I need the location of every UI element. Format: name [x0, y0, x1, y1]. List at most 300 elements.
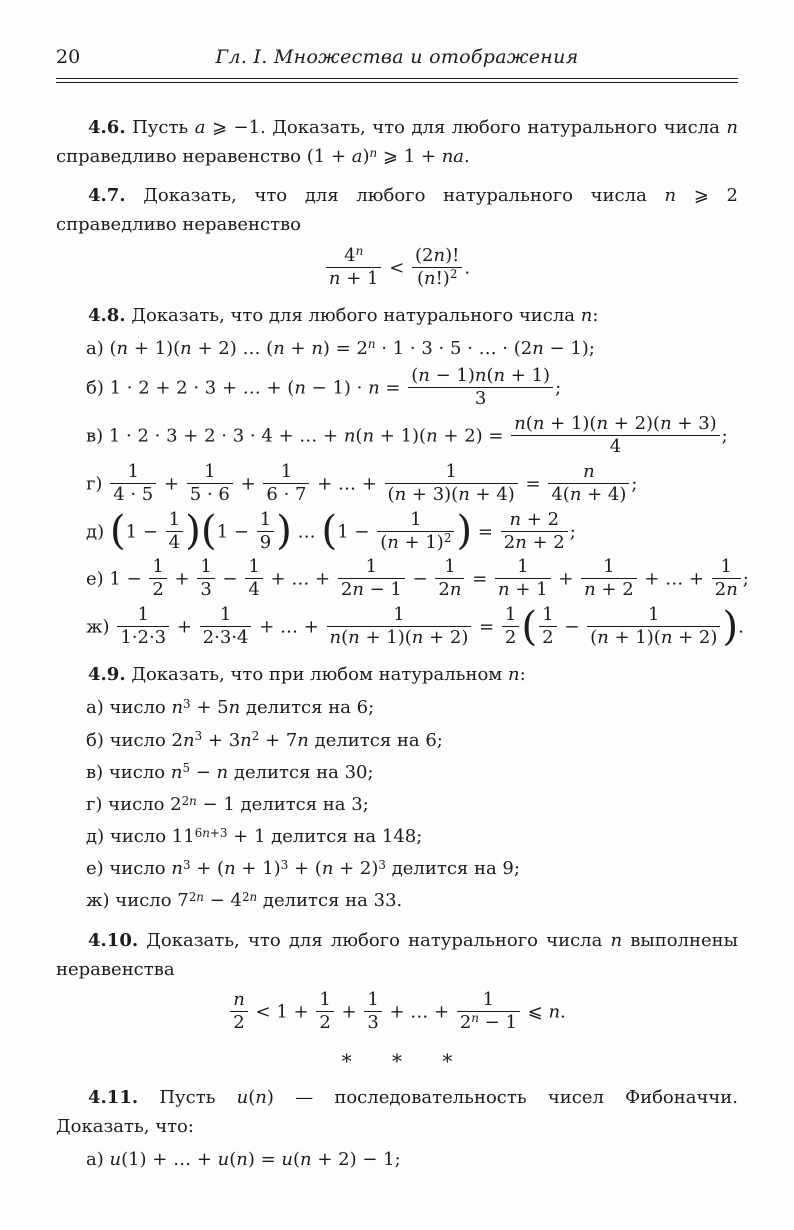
numerator [197, 556, 214, 578]
text-run: 1 [444, 556, 456, 578]
text-run: ( [486, 364, 494, 386]
text-run: 2 [459, 1011, 472, 1033]
text-run: : [592, 304, 599, 326]
text-run: + 2) [333, 858, 379, 880]
text-run: − 1 [363, 579, 402, 601]
fraction [187, 461, 233, 506]
text-run: + 1)( [359, 627, 412, 649]
numerator [326, 245, 382, 267]
text-run: 1 [168, 508, 181, 530]
math-variable: n [343, 425, 356, 447]
math-variable: n [515, 531, 527, 553]
text-run: Доказать, что при любом натуральном [125, 664, 508, 686]
text-run: д) [86, 521, 110, 543]
text-run: . [560, 1001, 566, 1023]
math-variable: n [196, 890, 204, 905]
text-run: ( [229, 1149, 237, 1171]
problem-number: 4.7. [88, 185, 126, 207]
math-variable: u [217, 1149, 230, 1171]
text-run: 2 [188, 890, 197, 905]
denominator [587, 626, 720, 649]
text-run: справедливо неравенство (1 + [56, 146, 352, 168]
text-run: + 4) [469, 483, 515, 505]
math-variable: n [597, 627, 609, 649]
text-run: 1 [517, 556, 529, 578]
denominator [316, 1011, 333, 1034]
math-variable: n [423, 267, 436, 289]
numerator [385, 461, 518, 483]
text-run: Пусть [138, 1086, 237, 1108]
text-run: 2 [449, 267, 458, 282]
text-run: в) 1 · 2 · 3 + 2 · 3 · 4 + … + [86, 425, 344, 447]
math-variable: n [449, 579, 462, 601]
math-variable: n [362, 425, 375, 447]
text-run: + 3)( [406, 483, 459, 505]
math-variable: n [471, 1011, 479, 1026]
text-run: 3 [200, 579, 212, 601]
text-run: + [552, 568, 580, 590]
text-run: 1 − [337, 521, 376, 543]
text-run: + 2 [595, 579, 634, 601]
problem-4-8-item-zh: ж) $\frac{1}{1\cdot 2\cdot 3}$ + $\frac{1}{2\cdot 3\cdot 4}$ + … + $\frac{1}{n(n + 1)(n + 2)}$ = $\frac{1}{2}$ ( $\frac{1}{2}$ − $\frac{1}{(n + 1)(n + 2)}$ ). [86, 601, 744, 650]
text-run: 1 [280, 460, 293, 482]
denominator [245, 578, 262, 601]
fraction [110, 461, 156, 506]
math-variable: n [458, 483, 470, 505]
text-run: (2 [415, 244, 434, 266]
math-variable: a [351, 146, 363, 168]
text-run: 3 [280, 857, 289, 872]
problem-4-8-item-d: д) (1 − $\frac{1}{4}$ )(1 − $\frac{1}{9}$ ) … (1 − $\frac{1}{(n + 1)^2}$ ) = $\frac{n + 2}{2n + 2}$ ; [86, 506, 576, 555]
math-variable: n [726, 117, 738, 138]
text-run: − 1 [478, 1011, 517, 1033]
text-run: 1 − [216, 521, 255, 543]
numerator [539, 604, 556, 626]
problem-4-7-formula [56, 246, 738, 291]
superscript [281, 858, 289, 872]
math-variable: n [584, 579, 596, 601]
page-number: 20 [56, 46, 81, 68]
math-variable: n [255, 1086, 267, 1108]
text-run: б) 1 · 2 + 2 · 3 + … + ( [86, 377, 295, 399]
superscript [450, 267, 458, 281]
text-run: 3 [367, 1011, 379, 1033]
text-run: 3 [474, 387, 487, 409]
denominator [501, 531, 568, 554]
denominator [539, 626, 556, 649]
text-run: 1 [482, 988, 495, 1010]
problem-4-9-intro [56, 660, 738, 689]
text-run: − [406, 568, 434, 590]
denominator [502, 626, 519, 649]
text-run: = [473, 616, 500, 638]
denominator [581, 578, 637, 601]
text-run: + [234, 473, 262, 495]
math-variable: n [569, 483, 582, 505]
chapter-title: Гл. I. Множества и отображения [215, 46, 579, 68]
text-run: + … + [253, 616, 325, 638]
text-run: +3 [209, 825, 228, 840]
fraction [326, 245, 382, 290]
fraction [501, 509, 568, 554]
math-variable: n [474, 364, 487, 386]
text-run: ; [569, 521, 576, 543]
text-run: 5 [182, 761, 191, 776]
math-variable: n [352, 579, 364, 601]
text-run: 1 [137, 604, 149, 626]
numerator [435, 556, 464, 578]
text-run: делится на 6; [308, 729, 443, 751]
text-run: 2 [181, 793, 190, 808]
problem-4-10-formula [56, 990, 738, 1035]
math-variable: n [660, 627, 673, 649]
text-run: б) число 2 [86, 729, 184, 751]
text-run: делится на 9; [385, 858, 520, 880]
math-variable: n [498, 579, 510, 601]
denominator [412, 267, 462, 290]
text-run: Доказать, что для любого натурального числа [138, 929, 611, 951]
math-variable: n [171, 858, 183, 880]
fraction [338, 556, 405, 601]
text-run: ( [380, 531, 388, 553]
math-variable: n [189, 793, 197, 808]
superscript [444, 531, 452, 545]
math-variable: n [548, 1001, 561, 1023]
numerator [263, 461, 309, 483]
text-run: 6 [194, 825, 203, 840]
problem-4-11-intro [56, 1083, 738, 1141]
text-run: 5 · 6 [189, 483, 230, 505]
numerator [316, 989, 333, 1011]
problem-4-8-item-b [56, 366, 738, 411]
math-variable: n [433, 244, 446, 266]
text-run: Доказать, что для любого натурального числа [125, 185, 665, 207]
text-run: ⩾ −1. Доказать, что для любого натурального числа [205, 117, 727, 138]
denominator [197, 578, 214, 601]
fraction [230, 989, 248, 1034]
math-variable: n [236, 1149, 248, 1171]
math-variable: n [368, 377, 380, 399]
fraction [327, 604, 472, 649]
denominator [457, 1011, 520, 1034]
text-run: + 1)( [608, 627, 661, 649]
fraction [495, 556, 551, 601]
numerator [245, 556, 262, 578]
denominator [408, 387, 553, 410]
math-variable: n [610, 929, 623, 951]
text-run: 1 [445, 460, 457, 482]
text-run: ; [555, 377, 562, 399]
numerator [338, 556, 405, 578]
problem-4-8-item-e [56, 556, 749, 602]
text-run: а) ( [86, 337, 117, 359]
denominator [230, 1011, 248, 1034]
fraction [364, 989, 381, 1034]
text-run: ) [362, 146, 370, 168]
numerator [412, 245, 462, 267]
numerator [149, 556, 166, 578]
text-run: ⩾ 2 справедливо неравенство [56, 185, 738, 236]
text-run: 1 [542, 604, 554, 626]
math-variable: n [418, 364, 430, 386]
math-variable: n [183, 729, 195, 751]
numerator [457, 989, 520, 1011]
text-run: Доказать, что для любого натурального числа [125, 304, 581, 326]
numerator [377, 509, 454, 531]
text-run: в) число [86, 761, 171, 783]
text-run: 2 [503, 531, 516, 553]
problem-4-9-item-v [56, 758, 738, 787]
superscript [182, 761, 190, 775]
text-run: 4 · 5 [113, 483, 154, 505]
math-variable: n [596, 412, 609, 434]
fraction [257, 509, 274, 554]
problem-4-9-item-e [56, 854, 738, 883]
math-variable: n [355, 244, 364, 259]
text-run: + 2 [521, 508, 560, 530]
math-variable: n [321, 858, 334, 880]
denominator [326, 267, 382, 290]
numerator [117, 604, 169, 626]
text-run: 2 [438, 579, 450, 601]
numerator [495, 556, 551, 578]
superscript [182, 794, 197, 808]
text-run: ; [631, 473, 638, 495]
denominator [495, 578, 551, 601]
fraction [117, 604, 169, 649]
math-variable: na [441, 146, 465, 168]
superscript [370, 146, 378, 160]
denominator [327, 626, 472, 649]
numerator [587, 604, 720, 626]
text-run: 3 [183, 697, 191, 712]
text-run: е) число [86, 858, 172, 880]
numerator [110, 461, 156, 483]
text-run: < 1 + [249, 1001, 315, 1023]
text-run: ( [341, 627, 349, 649]
denominator [110, 483, 156, 506]
text-run: 9 [259, 531, 272, 553]
text-run: 3 [182, 857, 191, 872]
text-run: + 2) = [437, 425, 510, 447]
problem-4-8-item-a [56, 334, 738, 363]
math-variable: n [224, 858, 236, 880]
text-run: 1 [367, 988, 379, 1010]
denominator [548, 483, 629, 506]
math-variable: u [236, 1086, 249, 1108]
numerator [327, 604, 472, 626]
math-variable: n [311, 337, 323, 359]
problem-4-8-item-g [56, 462, 738, 507]
text-run: + 2) [672, 627, 718, 649]
text-run: − [190, 761, 217, 783]
text-run: ; [721, 425, 728, 447]
math-variable: n [583, 460, 595, 482]
problem-number: 4.8. [88, 304, 126, 326]
math-variable: n [726, 579, 738, 601]
fraction [712, 556, 741, 601]
text-run: + 2)( [608, 412, 661, 434]
denominator [200, 626, 252, 649]
math-variable: n [240, 729, 252, 751]
problem-4-9-item-g [56, 790, 738, 819]
text-run: 4 [344, 244, 356, 266]
denominator [435, 578, 464, 601]
fraction [263, 461, 309, 506]
problem-4-6-text [56, 113, 738, 171]
math-variable: n [216, 761, 229, 783]
text-run: + [171, 616, 198, 638]
text-run: + 1) [505, 364, 551, 386]
problem-number: 4.6. [88, 117, 126, 138]
text-run: 1 [648, 604, 660, 626]
math-variable: n [580, 304, 593, 326]
text-run: … [291, 521, 322, 543]
text-run: + ( [288, 858, 322, 880]
superscript [195, 826, 228, 840]
text-run: 1 [319, 988, 331, 1010]
text-run: + 3) [671, 412, 717, 434]
problem-4-7-intro [56, 181, 738, 239]
text-run: + ( [190, 858, 225, 880]
text-run: 2 [542, 627, 554, 649]
numerator [257, 509, 274, 531]
text-run: 1 [393, 604, 405, 626]
problem-4-9-item-zh [56, 886, 738, 915]
text-run: (1) + … + [121, 1149, 218, 1171]
text-run: ( [387, 483, 395, 505]
text-run: = [519, 473, 547, 495]
text-run: ж) число 7 [86, 890, 189, 912]
numerator [187, 461, 233, 483]
text-run: 6 · 7 [266, 483, 307, 505]
denominator [511, 435, 719, 458]
math-variable: n [228, 697, 241, 719]
text-run: + [168, 568, 196, 590]
text-run: + 4) [581, 483, 627, 505]
text-run: делится на 30; [228, 761, 374, 783]
text-run: ( [525, 412, 533, 434]
denominator [166, 531, 183, 554]
superscript [252, 729, 260, 743]
fraction [548, 461, 629, 506]
denominator [712, 578, 741, 601]
denominator [377, 531, 454, 554]
math-variable: n [664, 185, 677, 207]
math-variable: n [170, 761, 183, 783]
text-run: 2 [443, 531, 452, 546]
problem-4-9-item-a [56, 693, 738, 722]
math-variable: n [202, 825, 210, 840]
math-variable: n [514, 412, 526, 434]
text-run: 1 [720, 556, 732, 578]
text-run: + … + [264, 568, 336, 590]
fraction [377, 509, 454, 554]
text-run: 3 [378, 857, 386, 872]
superscript [189, 890, 204, 904]
math-variable: n [300, 1149, 312, 1171]
fraction [502, 604, 519, 649]
text-run: + 2) … ( [191, 337, 274, 359]
fraction [408, 365, 553, 410]
numerator [548, 461, 629, 483]
text-run: . [738, 616, 744, 638]
fraction [511, 413, 719, 458]
text-run: + 5 [190, 697, 229, 719]
text-run: 1 [248, 556, 260, 578]
superscript [368, 337, 376, 351]
text-run: 1 [200, 556, 212, 578]
text-run: + 2) − 1; [311, 1149, 401, 1171]
text-run: Пусть [125, 117, 195, 138]
text-run: 2 [340, 579, 353, 601]
superscript [183, 697, 191, 711]
superscript [242, 890, 257, 904]
text-run: г) число 2 [86, 793, 182, 815]
numerator [166, 509, 183, 531]
text-run: 2 [241, 890, 250, 905]
denominator [257, 531, 274, 554]
problem-4-8-intro [56, 301, 738, 330]
fraction [581, 556, 637, 601]
text-run: ) = [247, 1149, 282, 1171]
math-variable: u [281, 1149, 294, 1171]
text-run: 1 [365, 556, 378, 578]
problem-number: 4.11. [88, 1086, 139, 1108]
text-run: 1·2·3 [120, 627, 167, 649]
numerator [364, 989, 381, 1011]
text-run: + 2 [526, 531, 565, 553]
text-run: ( [355, 425, 363, 447]
text-run: − [558, 616, 586, 638]
text-run: 2 [504, 627, 517, 649]
text-run: 1 [603, 556, 615, 578]
problem-4-9-item-b [56, 726, 738, 755]
problem-4-11-item-a [56, 1145, 738, 1174]
fraction [457, 989, 520, 1034]
denominator [117, 626, 169, 649]
text-run: − 1 делится на 3; [196, 793, 369, 815]
math-variable: n [493, 364, 506, 386]
denominator [364, 1011, 381, 1034]
text-run: 4 [168, 531, 181, 553]
text-run: делится на 33. [257, 890, 403, 912]
text-run: 2 [714, 579, 727, 601]
math-variable: n [297, 729, 309, 751]
text-run: выполнены неравенства [56, 929, 738, 980]
text-run: г) [86, 473, 109, 495]
superscript [356, 244, 364, 258]
text-run: + … + [638, 568, 710, 590]
math-variable: n [249, 890, 258, 905]
text-run: 2 [319, 1011, 331, 1033]
problem-4-10-intro [56, 926, 738, 984]
problem-4-9-item-d [56, 822, 738, 851]
text-run: + 1 [509, 579, 548, 601]
text-run: . [464, 257, 471, 279]
fraction [245, 556, 262, 601]
text-run: . [464, 146, 470, 168]
math-variable: n [411, 627, 424, 649]
text-run: + 2) [423, 627, 469, 649]
text-run: < [383, 257, 411, 279]
text-run: + 7 [259, 729, 298, 751]
superscript [195, 729, 203, 743]
text-run: ⩾ 1 + [377, 146, 442, 168]
text-run: 1 [152, 556, 164, 578]
text-run: ( [248, 1086, 256, 1108]
text-run: + [158, 473, 185, 495]
